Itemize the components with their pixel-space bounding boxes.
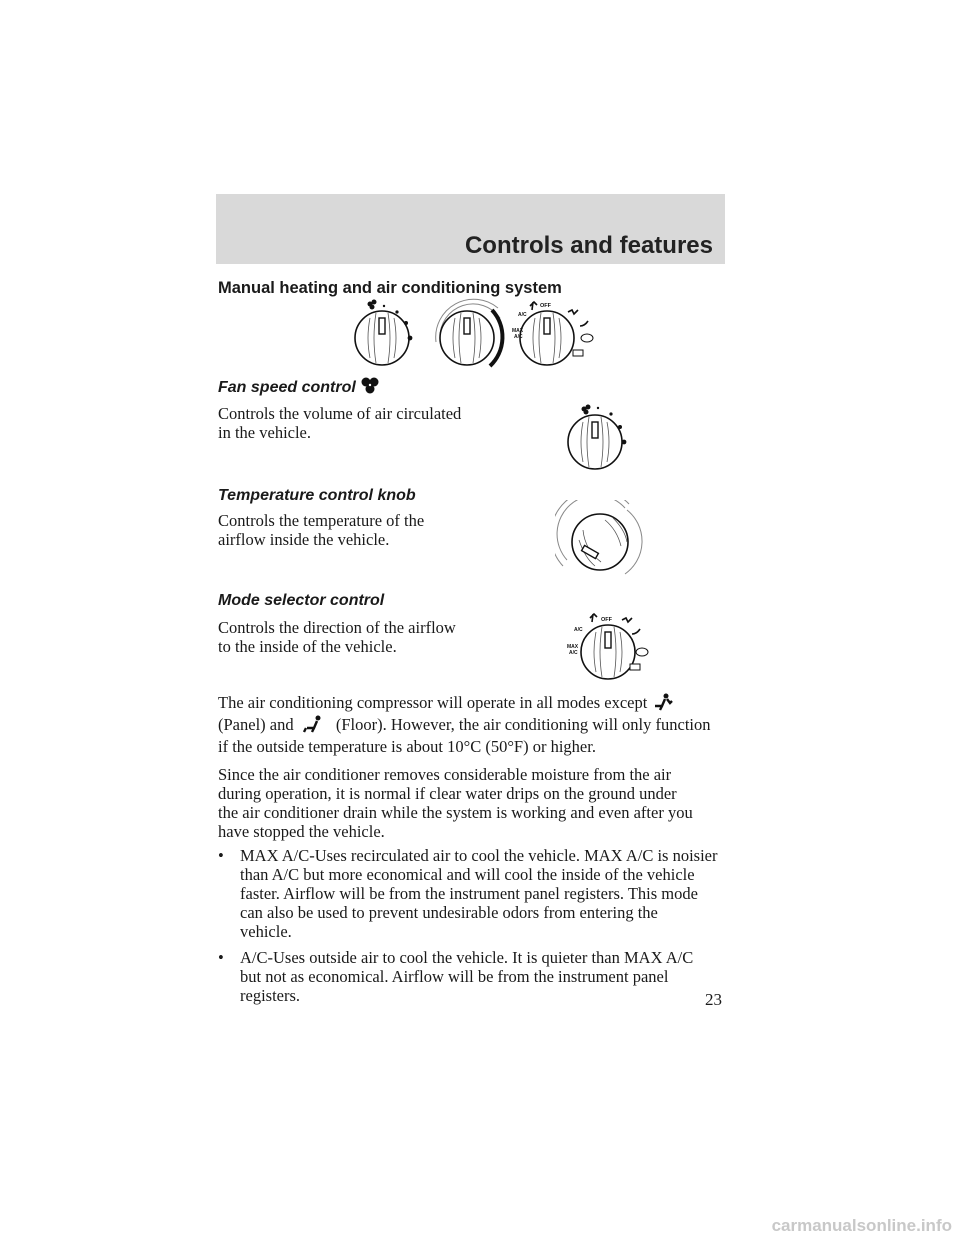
- page-header-title: Controls and features: [464, 232, 713, 259]
- bullet-marker-1: •: [218, 846, 224, 865]
- mode-max-label: MAX: [567, 644, 579, 650]
- para2-line-2: during operation, it is normal if clear water drips on the ground under: [218, 784, 677, 803]
- fan-desc-line-2: in the vehicle.: [218, 423, 312, 442]
- page-number: 23: [705, 990, 722, 1009]
- fan-icon: [360, 377, 380, 400]
- mode-knob-detail-image: [560, 606, 660, 686]
- moisture-paragraph: [218, 765, 738, 841]
- bullet2-line-2: but not as economical. Airflow will be from the instrument panel: [240, 967, 669, 986]
- hvac-controls-illustration: [340, 298, 600, 368]
- temp-desc-line-2: airflow inside the vehicle.: [218, 530, 390, 549]
- max-label: MAX: [512, 328, 524, 334]
- panel-mode-icon: [651, 693, 673, 715]
- bullet-marker-2: •: [218, 948, 224, 967]
- off-label: OFF: [540, 303, 551, 309]
- mode-ac-label: A/C: [574, 627, 583, 633]
- para1-text-3: (Floor). However, the air conditioning will only function: [335, 715, 711, 734]
- fan-knob-image: [355, 300, 412, 366]
- para2-line-4: have stopped the vehicle.: [218, 822, 385, 841]
- fan-desc-line-1: Controls the volume of air circulated: [218, 404, 462, 423]
- para1-line-3: if the outside temperature is about 10°C (50°F) or higher.: [218, 737, 596, 756]
- bullet-max-ac: [240, 846, 720, 941]
- para1-text-1: The air conditioning compressor will operate in all modes except: [218, 693, 648, 712]
- mode-knob-image: [512, 302, 593, 365]
- mode-desc-line-2: to the inside of the vehicle.: [218, 637, 397, 656]
- para2-line-3: the air conditioner drain while the system is working and even after you: [218, 803, 693, 822]
- bullet2-line-3: registers.: [240, 986, 301, 1005]
- floor-mode-icon: [298, 715, 332, 737]
- fan-speed-heading: [218, 377, 380, 400]
- mode-off-label: OFF: [601, 617, 612, 623]
- bullet1-line-2: than A/C but more economical and will cool the inside of the vehicle: [240, 865, 695, 884]
- temp-desc-line-1: Controls the temperature of the: [218, 511, 425, 530]
- fan-speed-heading-text: Fan speed control: [218, 379, 356, 396]
- bullet1-line-3: faster. Airflow will be from the instrument panel registers. This mode: [240, 884, 698, 903]
- bullet1-line-1: MAX A/C-Uses recirculated air to cool the vehicle. MAX A/C is noisier: [240, 846, 718, 865]
- bullet2-line-1: A/C-Uses outside air to cool the vehicle. It is quieter than MAX A/C: [240, 948, 694, 967]
- ac-label: A/C: [518, 312, 527, 318]
- mode-heading: Mode selector control: [218, 592, 385, 609]
- fan-knob-detail-image: [560, 400, 640, 475]
- temperature-description: [218, 511, 424, 549]
- mode-max-ac-label: A/C: [569, 650, 578, 656]
- temperature-knob-image: [436, 299, 503, 366]
- header-bar: [216, 194, 725, 264]
- compressor-paragraph: [218, 693, 718, 756]
- bullet1-line-4: can also be used to prevent undesirable odors from entering the: [240, 903, 658, 922]
- mode-desc-line-1: Controls the direction of the airflow: [218, 618, 456, 637]
- section-title: Manual heating and air conditioning system: [218, 279, 562, 297]
- temperature-heading: Temperature control knob: [218, 487, 416, 504]
- fan-description: [218, 404, 461, 442]
- para2-line-1: Since the air conditioner removes considerable moisture from the air: [218, 765, 672, 784]
- bullet-ac: [240, 948, 720, 1005]
- temperature-knob-detail-image: [555, 500, 645, 580]
- mode-description: [218, 618, 456, 656]
- para1-text-2: (Panel) and: [218, 715, 294, 734]
- max-ac-label: A/C: [514, 334, 523, 340]
- watermark: carmanualsonline.info: [771, 1216, 952, 1235]
- bullet1-line-5: vehicle.: [240, 922, 292, 941]
